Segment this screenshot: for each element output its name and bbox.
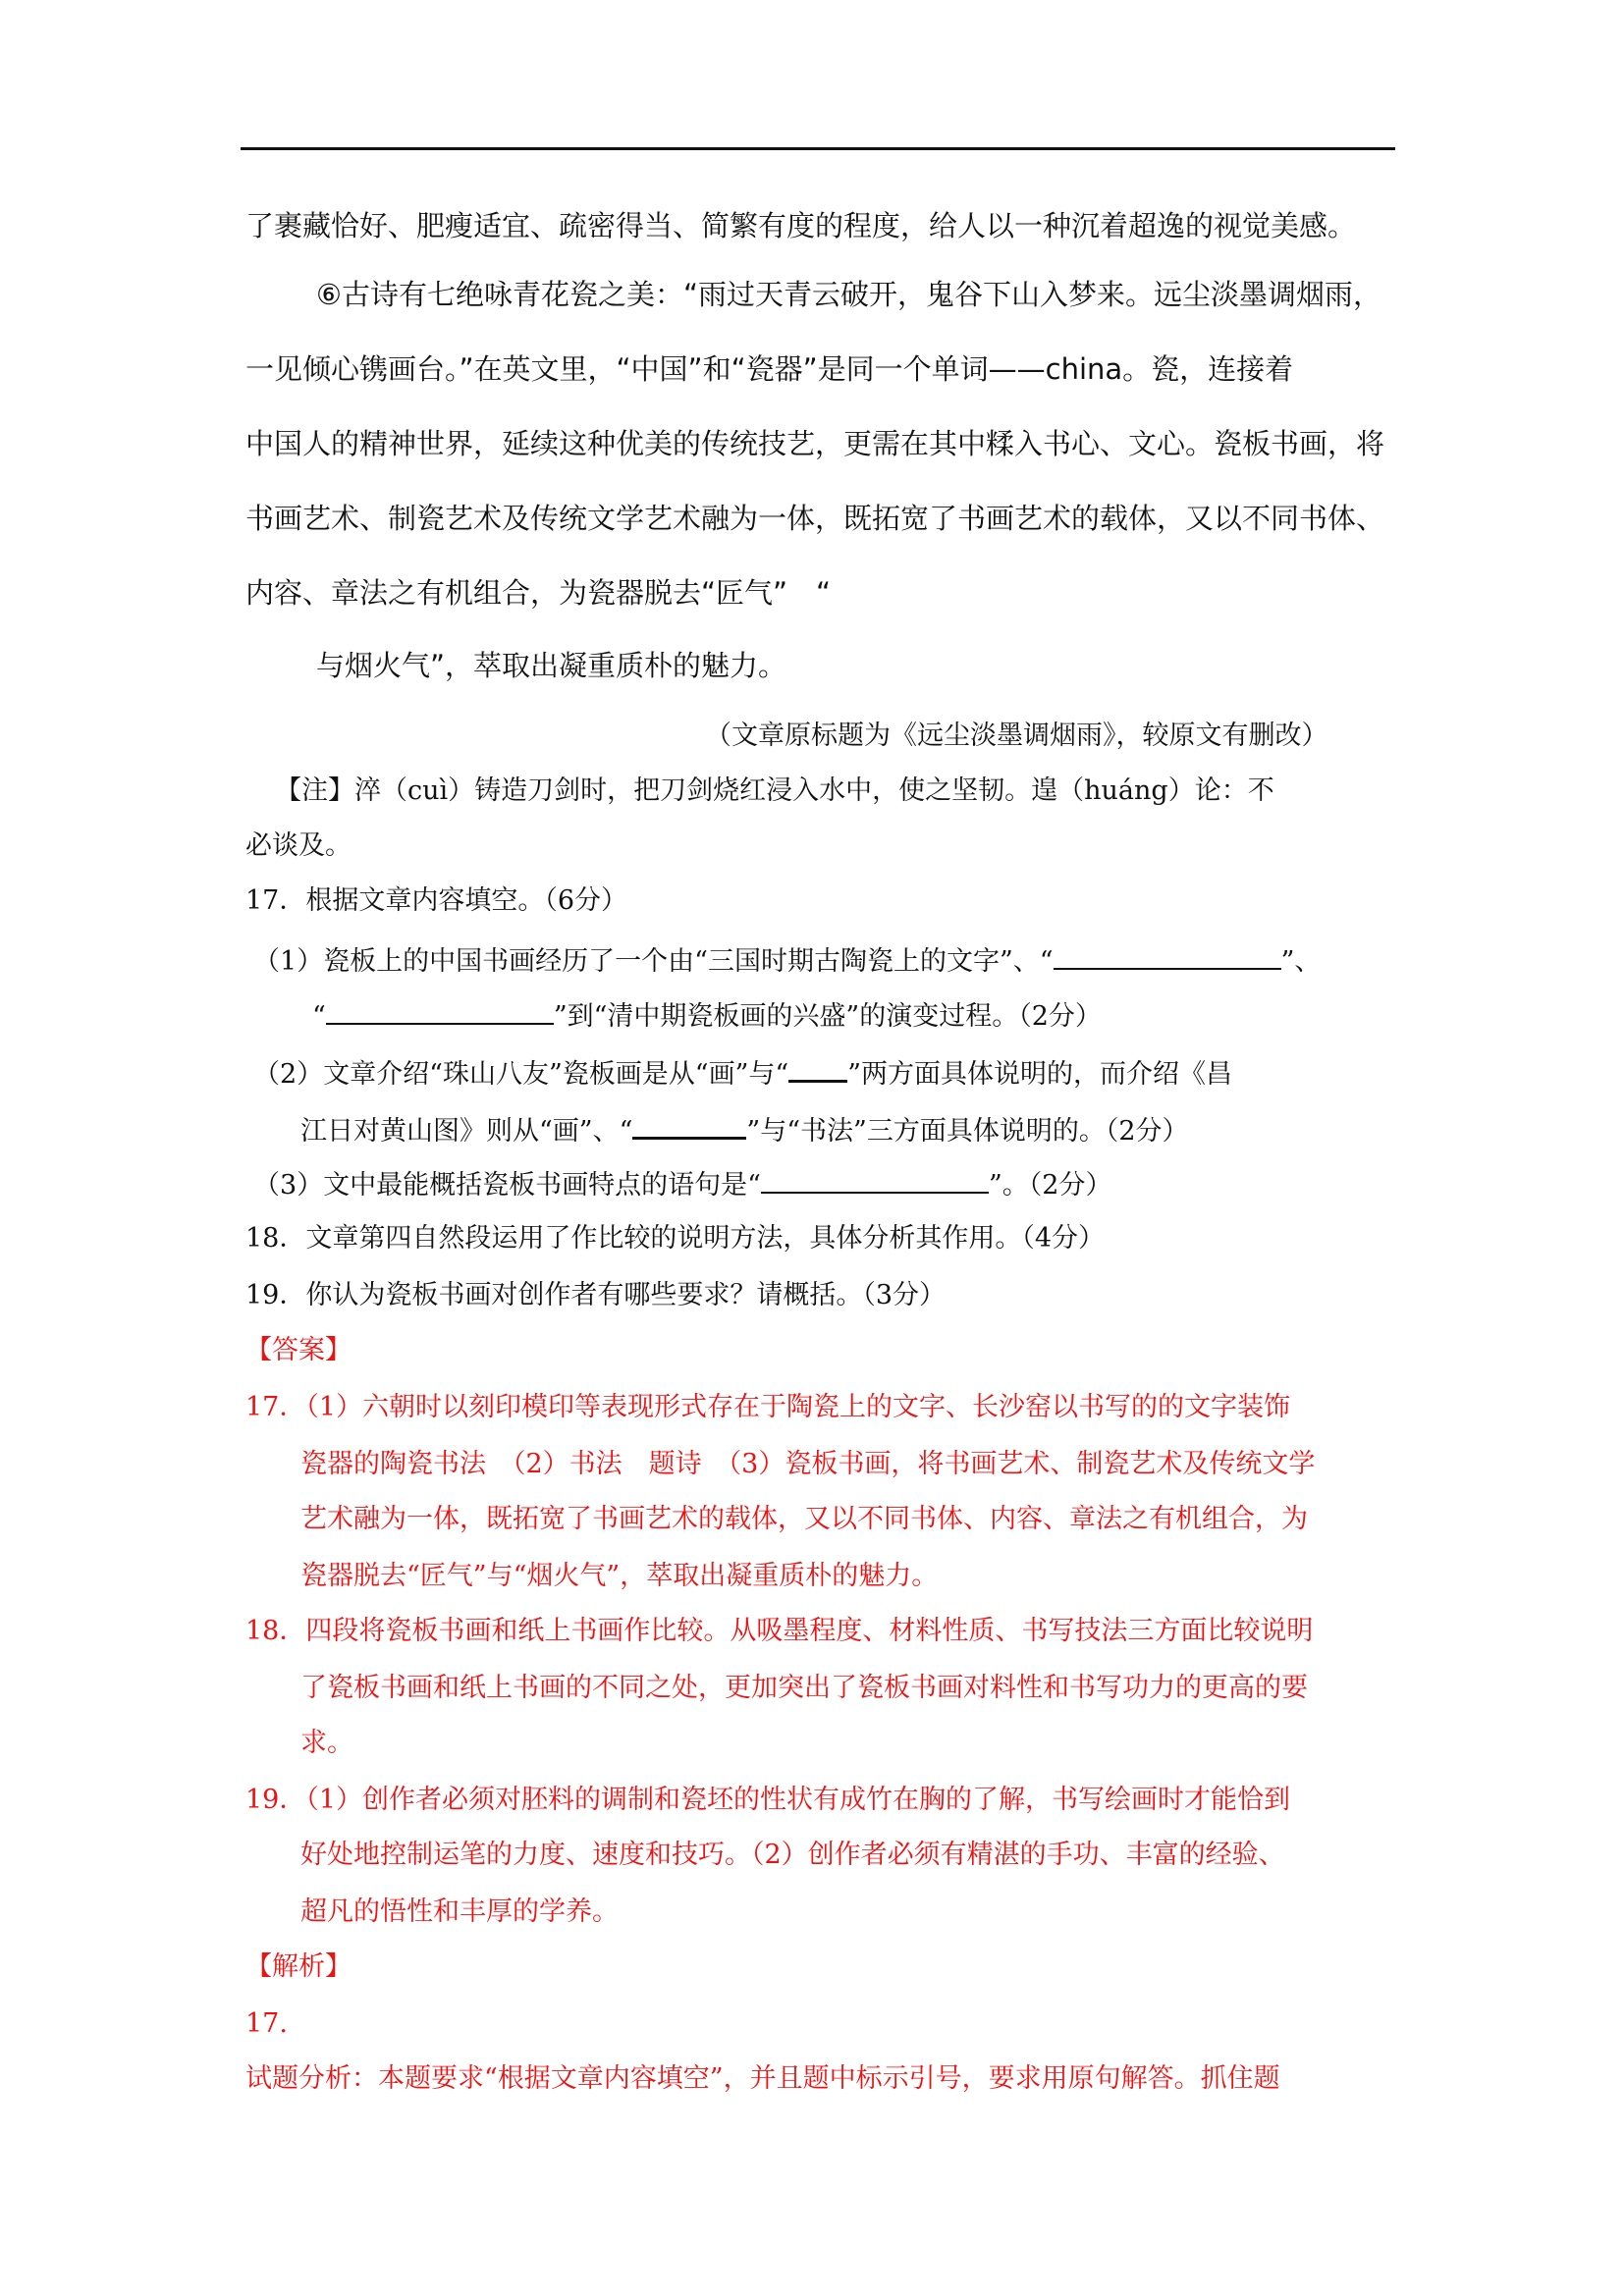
question-text: ”两方面具体说明的，而介绍《昌 xyxy=(847,1059,1233,1090)
answer-line: 19．（1）创作者必须对胚料的调制和瓷坯的性状有成竹在胸的了解，书写绘画时才能恰到 xyxy=(245,1785,1291,1815)
analysis-line: 试题分析：本题要求“根据文章内容填空”，并且题中标示引号，要求用原句解答。抓住题 xyxy=(245,2063,1280,2094)
header-rule xyxy=(241,147,1395,150)
fill-blank[interactable] xyxy=(326,995,554,1025)
question-text: （3）文中最能概括瓷板书画特点的语句是“ xyxy=(253,1170,761,1201)
article-line: 一见倾心镌画台。”在英文里，“中国”和“瓷器”是同一个单词——china。瓷，连接着 xyxy=(245,352,1294,386)
answer-line: 好处地控制运笔的力度、速度和技巧。（2）创作者必须有精湛的手功、丰富的经验、 xyxy=(300,1840,1285,1870)
answer-line: 艺术融为一体，既拓宽了书画艺术的载体，又以不同书体、内容、章法之有机组合，为 xyxy=(300,1504,1308,1534)
source-note: （文章原标题为《远尘淡墨调烟雨》，较原文有删改） xyxy=(705,721,1328,751)
fill-blank[interactable] xyxy=(1054,940,1281,970)
question-17-1-cont xyxy=(312,995,1102,1035)
question-text: ”与“书法”三方面具体说明的。（2分） xyxy=(746,1116,1189,1147)
footnote-line: 必谈及。 xyxy=(245,830,352,861)
article-line: ⑥古诗有七绝咏青花瓷之美：“雨过天青云破开，鬼谷下山入梦来。远尘淡墨调烟雨， xyxy=(316,278,1382,311)
answer-line: 了瓷板书画和纸上书画的不同之处，更加突出了瓷板书画对料性和书写功力的更高的要 xyxy=(300,1673,1308,1703)
answer-line: 求。 xyxy=(300,1728,353,1758)
question-text: ”。（2分） xyxy=(988,1170,1112,1201)
analysis-heading: 【解析】 xyxy=(245,1951,352,1982)
answer-line: 17．（1）六朝时以刻印模印等表现形式存在于陶瓷上的文字、长沙窑以书写的的文字装饰 xyxy=(245,1392,1291,1422)
answer-line: 瓷器脱去“匠气”与“烟火气”，萃取出凝重质朴的魅力。 xyxy=(300,1561,939,1591)
question-text: “ xyxy=(312,1001,326,1032)
question-17-2-cont xyxy=(300,1109,1189,1148)
question-17-1 xyxy=(253,940,1321,980)
question-text: （1）瓷板上的中国书画经历了一个由“三国时期古陶瓷上的文字”、“ xyxy=(253,946,1054,977)
question-text: ”、 xyxy=(1280,946,1322,977)
question-19: 19．你认为瓷板书画对创作者有哪些要求？请概括。（3分） xyxy=(245,1280,947,1310)
question-17: 17．根据文章内容填空。（6分） xyxy=(245,885,628,916)
question-18: 18．文章第四自然段运用了作比较的说明方法，具体分析其作用。（4分） xyxy=(245,1223,1106,1254)
question-17-3 xyxy=(253,1164,1111,1203)
fill-blank[interactable] xyxy=(788,1052,847,1083)
question-17-2 xyxy=(253,1052,1232,1092)
question-text: ”到“清中期瓷板画的兴盛”的演变过程。（2分） xyxy=(553,1001,1102,1032)
answer-line: 瓷器的陶瓷书法 （2）书法 题诗 （3）瓷板书画，将书画艺术、制瓷艺术及传统文学 xyxy=(300,1449,1316,1479)
answer-line: 18．四段将瓷板书画和纸上书画作比较。从吸墨程度、材料性质、书写技法三方面比较说明 xyxy=(245,1616,1314,1646)
fill-blank[interactable] xyxy=(761,1164,989,1194)
article-line: 内容、章法之有机组合，为瓷器脱去“匠气” “ xyxy=(245,576,832,610)
answer-line: 超凡的悟性和丰厚的学养。 xyxy=(300,1896,619,1927)
fill-blank[interactable] xyxy=(632,1109,746,1140)
article-line: 中国人的精神世界，延续这种优美的传统技艺，更需在其中糅入书心、文心。瓷板书画，将 xyxy=(245,427,1385,460)
answer-heading: 【答案】 xyxy=(245,1335,352,1365)
question-text: 江日对黄山图》则从“画”、“ xyxy=(300,1116,633,1147)
question-text: （2）文章介绍“珠山八友”瓷板画是从“画”与“ xyxy=(253,1059,789,1090)
analysis-number: 17. xyxy=(245,2008,288,2039)
article-line: 书画艺术、制瓷艺术及传统文学艺术融为一体，既拓宽了书画艺术的载体，又以不同书体、 xyxy=(245,502,1385,535)
article-line: 与烟火气”，萃取出凝重质朴的魅力。 xyxy=(316,649,787,682)
article-line: 了裹藏恰好、肥瘦适宜、疏密得当、简繁有度的程度，给人以一种沉着超逸的视觉美感。 xyxy=(245,209,1357,242)
footnote-line: 【注】淬（cuì）铸造刀剑时，把刀剑烧红浸入水中，使之坚韧。遑（huáng）论：不 xyxy=(275,775,1274,806)
